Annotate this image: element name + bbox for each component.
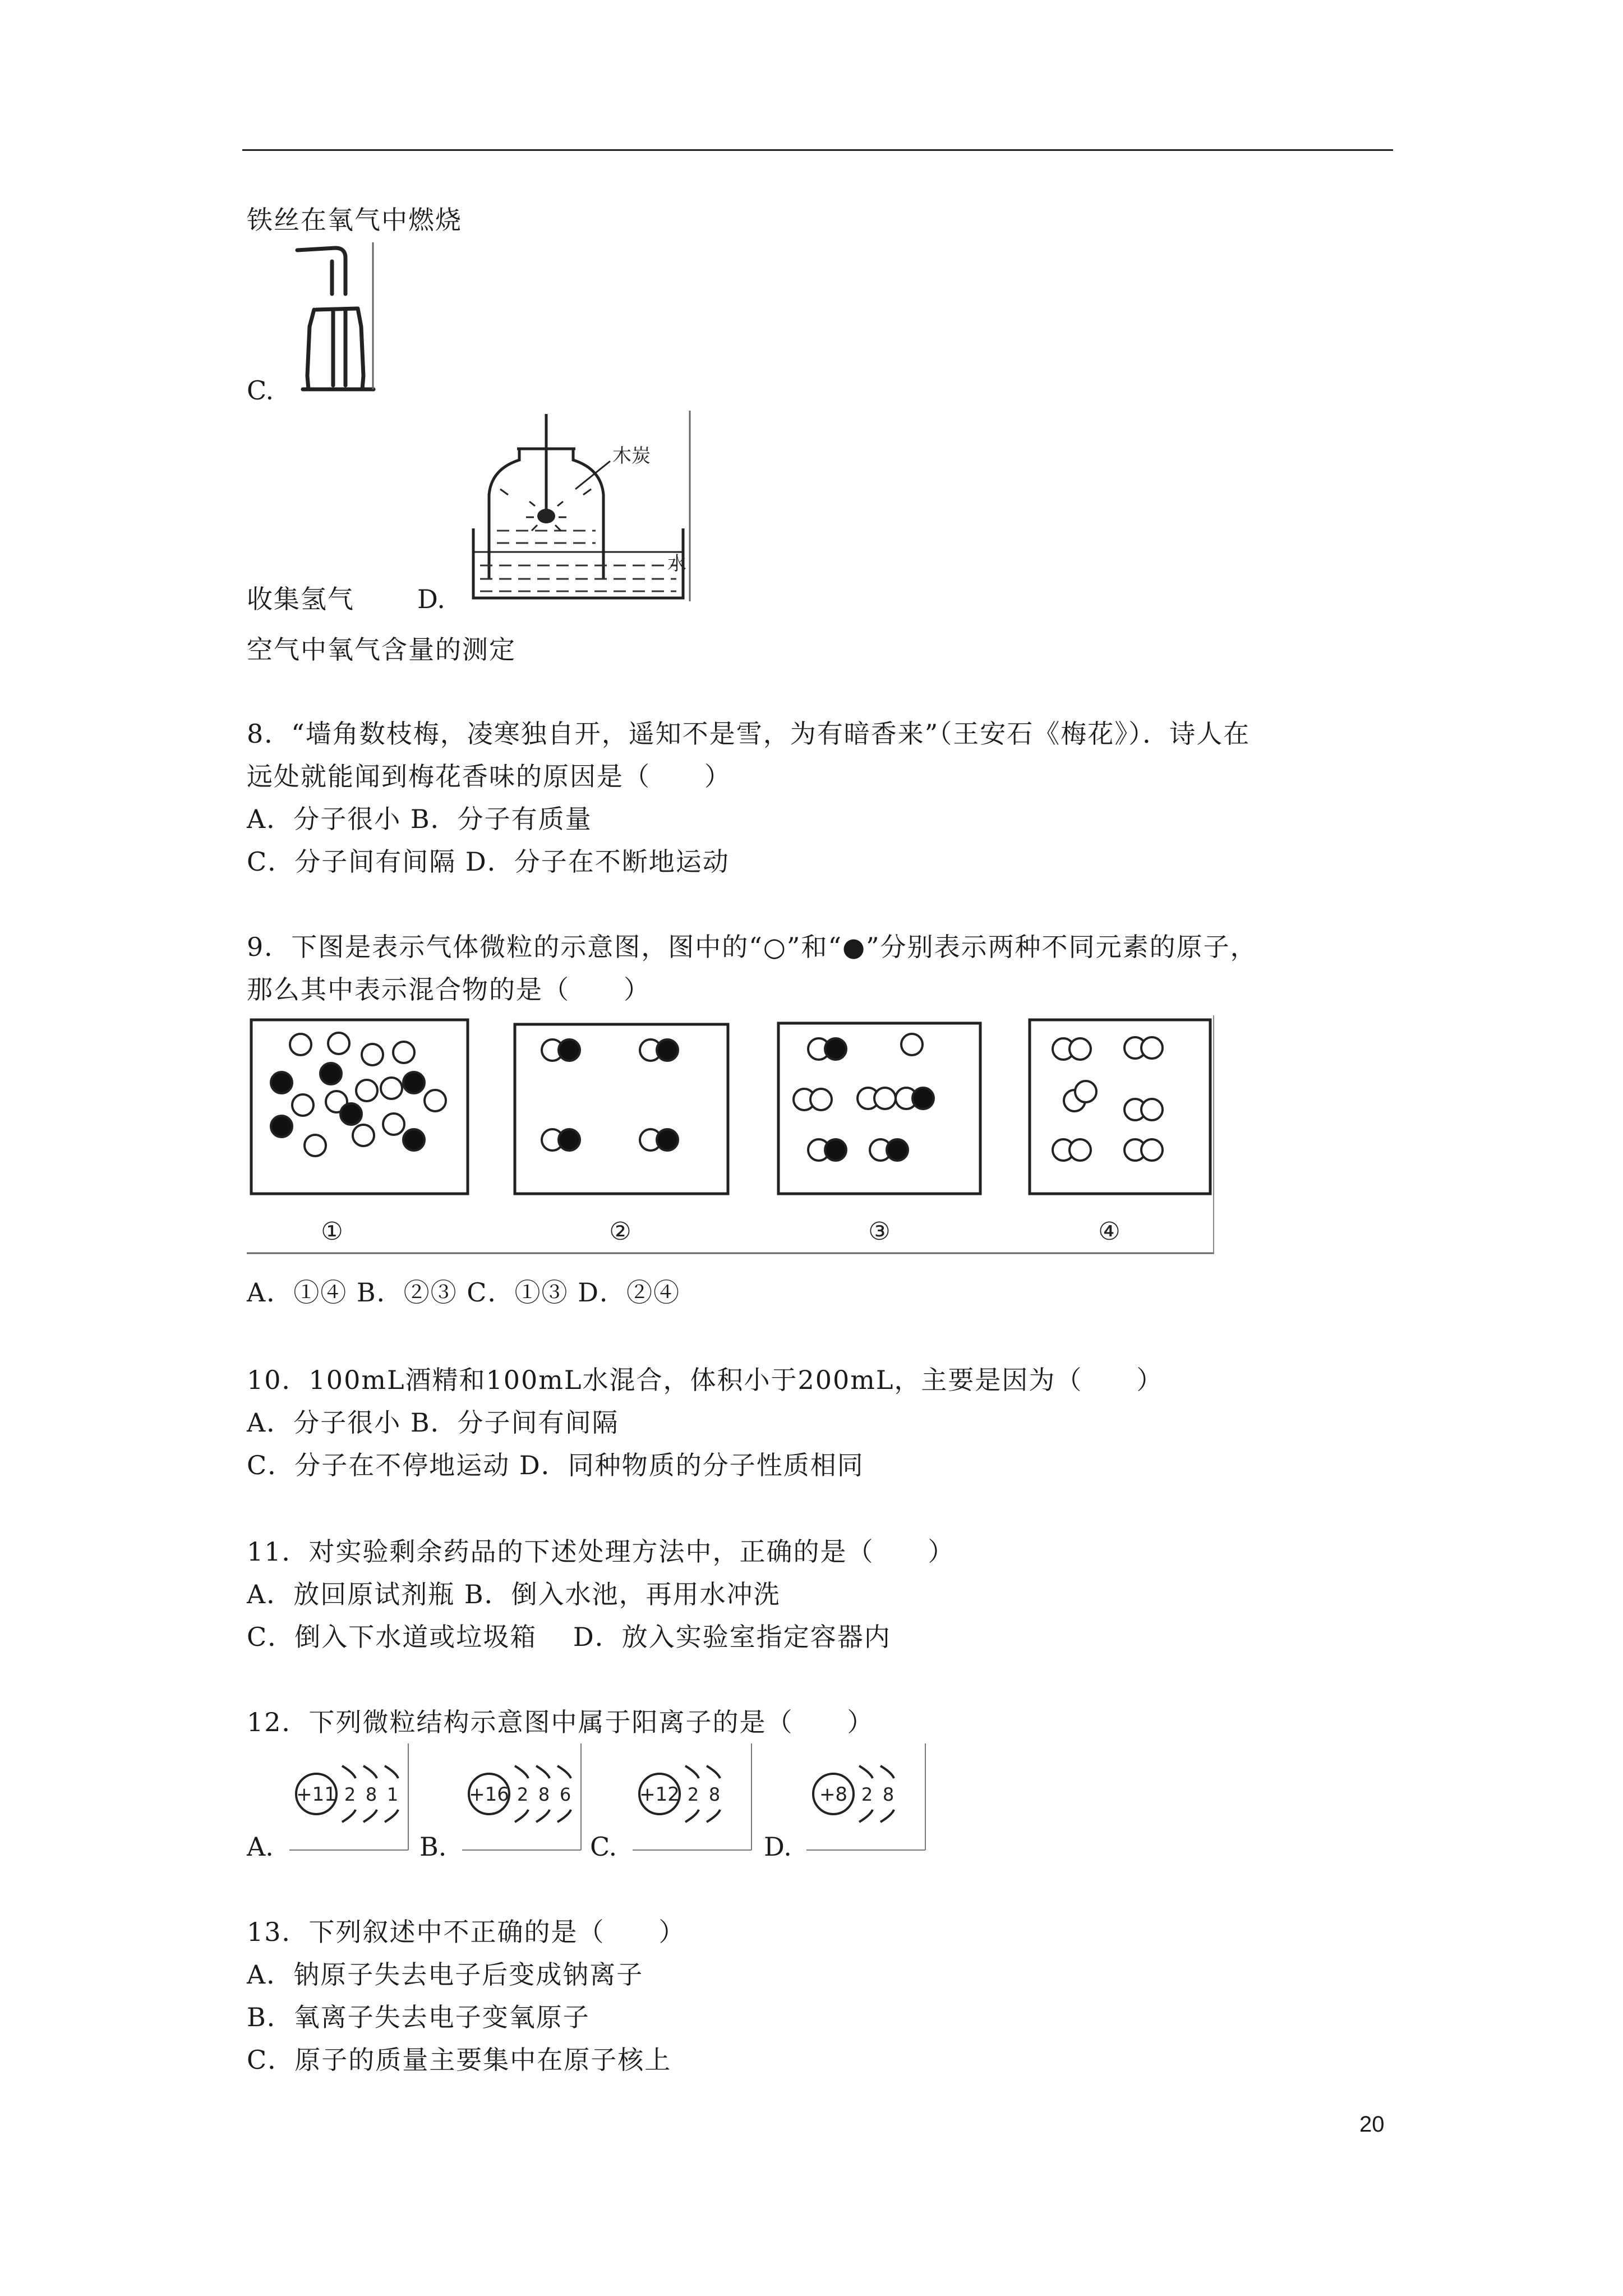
q13-option-b: B．氧离子失去电子变氧原子 — [247, 2002, 590, 2032]
particle-atom — [393, 1042, 414, 1063]
electron-shell-arc — [385, 1810, 398, 1822]
particle-atom — [271, 1072, 292, 1093]
particle-atom — [290, 1034, 311, 1055]
particle-atom — [1141, 1139, 1163, 1161]
page-number: 20 — [1359, 2112, 1385, 2137]
shell-electron-count: 2 — [517, 1784, 529, 1805]
option-c-caption: 收集氢气 — [247, 584, 354, 614]
q9-options: A．①④ B．②③ C．①③ D．②④ — [247, 1277, 680, 1308]
q8-stem-line1: 8．“墙角数枝梅，凌寒独自开，遥知不是雪，为有暗香来”（王安石《梅花》）．诗人在 — [247, 719, 1251, 749]
particle-atom — [305, 1135, 326, 1156]
particle-atom — [1141, 1099, 1163, 1120]
q8-options-line1: A．分子很小 B．分子有质量 — [247, 804, 592, 834]
electron-shell-arc — [536, 1810, 550, 1822]
particle-atom — [912, 1088, 934, 1109]
electron-shell-arc — [515, 1766, 528, 1778]
particle-diagram — [247, 1015, 1217, 1259]
particle-atom — [1141, 1037, 1163, 1059]
electron-shell-arc — [342, 1810, 356, 1822]
shell-electron-count: 2 — [344, 1784, 356, 1805]
particle-atom — [403, 1129, 425, 1151]
q13-option-a: A．钠原子失去电子后变成钠离子 — [247, 1959, 644, 1990]
shell-electron-count: 1 — [386, 1784, 399, 1805]
q12-option-d-label: D. — [764, 1832, 792, 1862]
shell-electron-count: 8 — [365, 1784, 377, 1805]
atom-diagram-c — [630, 1743, 754, 1858]
q12-option-b-label: B. — [419, 1832, 447, 1862]
shell-electron-count: 8 — [882, 1784, 895, 1805]
option-d-label: D. — [417, 584, 445, 614]
header-rule — [242, 149, 1393, 151]
q12-stem: 12．下列微粒结构示意图中属于阳离子的是（ ） — [247, 1707, 874, 1737]
q8-options-line2: C．分子间有间隔 D．分子在不断地运动 — [247, 846, 730, 877]
electron-shell-arc — [363, 1766, 377, 1778]
shell-electron-count: 8 — [708, 1784, 721, 1805]
q11-options-line2: C．倒入下水道或垃圾箱 D．放入实验室指定容器内 — [247, 1622, 891, 1652]
particle-atom — [901, 1034, 923, 1055]
q8-stem-line2: 远处就能闻到梅花香味的原因是（ ） — [247, 761, 731, 792]
electron-shell-arc — [859, 1810, 873, 1822]
particle-atom — [271, 1116, 292, 1137]
electron-shell-arc — [685, 1766, 699, 1778]
particle-atom — [825, 1038, 846, 1060]
q13-stem: 13．下列叙述中不正确的是（ ） — [247, 1917, 686, 1947]
option-b-caption: 铁丝在氧气中燃烧 — [247, 205, 462, 235]
q13-option-c: C．原子的质量主要集中在原子核上 — [247, 2045, 672, 2075]
electron-shell-arc — [685, 1810, 699, 1822]
electron-shell-arc — [557, 1810, 571, 1822]
particle-atom — [362, 1044, 383, 1065]
electron-shell-arc — [557, 1766, 571, 1778]
electron-shell-arc — [707, 1810, 720, 1822]
electron-shell-arc — [515, 1810, 528, 1822]
particle-atom — [825, 1139, 846, 1161]
particle-atom — [383, 1114, 404, 1135]
particle-atom — [1069, 1139, 1091, 1161]
particle-atom — [559, 1039, 580, 1061]
particle-atom — [657, 1039, 678, 1061]
q10-options-line1: A．分子很小 B．分子间有间隔 — [247, 1407, 619, 1438]
atom-diagram-b — [460, 1743, 583, 1858]
q10-stem: 10．100mL酒精和100mL水混合，体积小于200mL，主要是因为（ ） — [247, 1365, 1164, 1395]
particle-atom — [340, 1103, 362, 1125]
particle-diagram-svg — [247, 1015, 1217, 1257]
particle-atom — [425, 1090, 446, 1111]
q10-options-line2: C．分子在不停地运动 D．同种物质的分子性质相同 — [247, 1450, 864, 1480]
particle-atom — [381, 1078, 402, 1099]
electron-shell-arc — [385, 1766, 398, 1778]
charcoal-label: 木炭 — [612, 445, 651, 467]
nucleus-charge: +8 — [819, 1783, 848, 1806]
particle-atom — [328, 1033, 349, 1054]
shell-electron-count: 2 — [687, 1784, 699, 1805]
electron-shell-arc — [880, 1766, 894, 1778]
nucleus-charge: +11 — [296, 1783, 336, 1806]
particle-atom — [1075, 1081, 1096, 1102]
atom-diagram-a — [287, 1743, 411, 1858]
electron-shell-arc — [363, 1810, 377, 1822]
particle-atom — [657, 1129, 678, 1151]
box-1-label: ① — [321, 1217, 343, 1246]
option-d-caption: 空气中氧气含量的测定 — [247, 634, 516, 665]
particle-atom — [292, 1094, 313, 1116]
q12-option-a-label: A. — [247, 1832, 274, 1862]
q9-stem-line2: 那么其中表示混合物的是（ ） — [247, 974, 651, 1005]
gas-collection-bottle-figure — [292, 242, 376, 397]
q12-option-c-label: C. — [590, 1832, 617, 1862]
atom-diagram-d — [804, 1743, 928, 1858]
electron-shell-arc — [707, 1766, 720, 1778]
water-label: 水 — [667, 553, 686, 575]
electron-shell-arc — [536, 1766, 550, 1778]
q9-stem-line1: 9．下图是表示气体微粒的示意图，图中的“○”和“●”分别表示两种不同元素的原子， — [247, 932, 1257, 962]
electron-shell-arc — [342, 1766, 356, 1778]
box-4-label: ④ — [1098, 1217, 1121, 1246]
shell-electron-count: 2 — [861, 1784, 873, 1805]
box-2-label: ② — [609, 1217, 631, 1246]
electron-shell-arc — [880, 1810, 894, 1822]
q11-options-line1: A．放回原试剂瓶 B．倒入水池，再用水冲洗 — [247, 1579, 781, 1609]
nucleus-charge: +16 — [469, 1783, 509, 1806]
option-c-label: C. — [247, 375, 274, 406]
particle-atom — [353, 1125, 374, 1146]
particle-atom — [874, 1088, 896, 1109]
particle-atom — [810, 1089, 832, 1110]
shell-electron-count: 8 — [538, 1784, 550, 1805]
electron-shell-arc — [859, 1766, 873, 1778]
shell-electron-count: 6 — [559, 1784, 571, 1805]
particle-atom — [559, 1129, 580, 1151]
particle-atom — [356, 1080, 377, 1101]
particle-atom — [320, 1063, 342, 1084]
nucleus-charge: +12 — [639, 1783, 680, 1806]
particle-atom — [403, 1072, 425, 1093]
particle-atom — [887, 1139, 908, 1161]
box-3-label: ③ — [868, 1217, 891, 1246]
particle-atom — [1069, 1038, 1091, 1060]
charcoal-combustion-figure — [463, 411, 693, 609]
q11-stem: 11．对实验剩余药品的下述处理方法中，正确的是（ ） — [247, 1536, 955, 1567]
